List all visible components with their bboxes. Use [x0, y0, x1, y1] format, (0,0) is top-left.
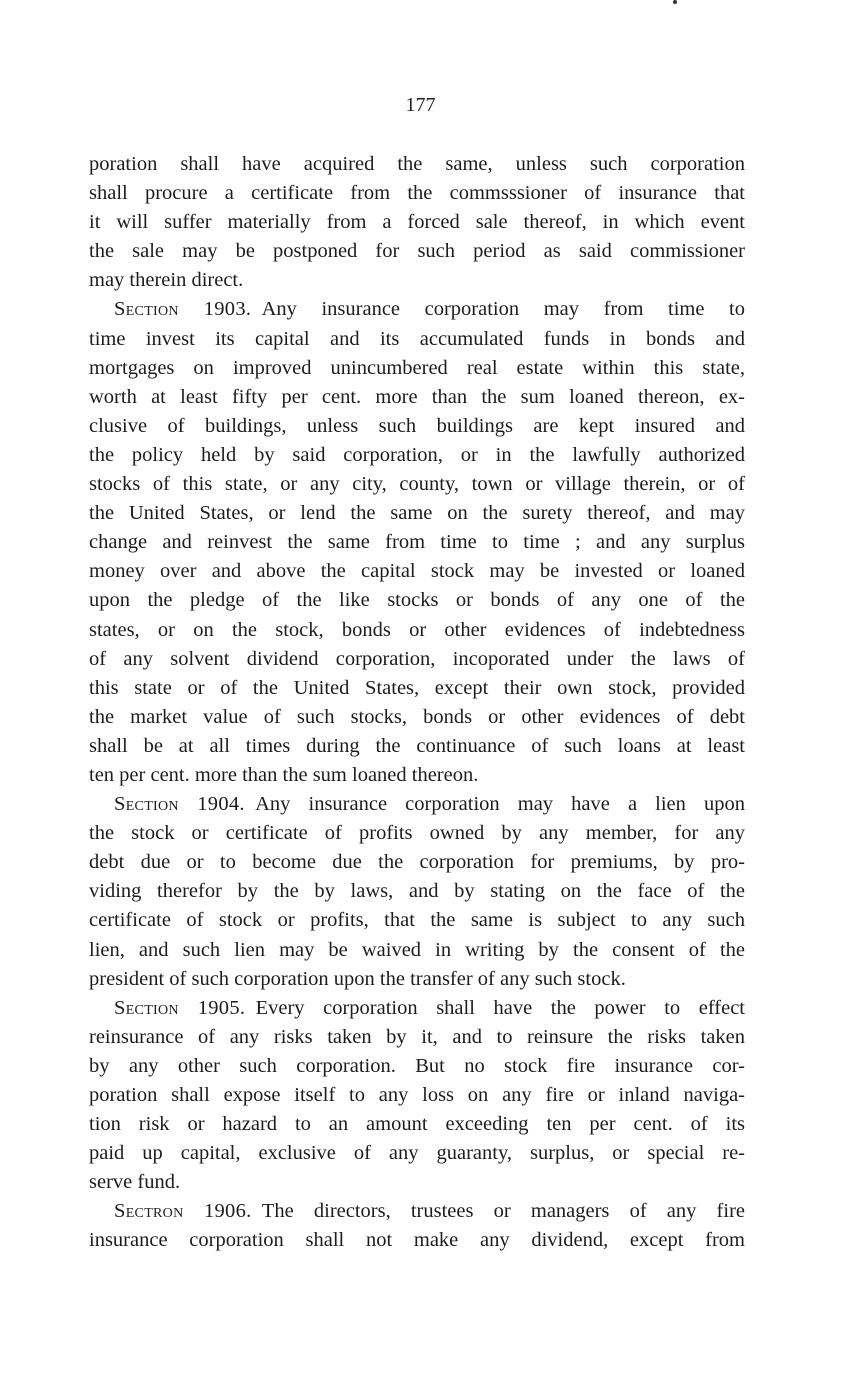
- text-line: [89, 994, 745, 1023]
- paragraph-section-1904: [89, 790, 745, 994]
- text-line: [89, 499, 745, 528]
- text-line: [89, 732, 745, 761]
- line-text: by any other such corporation. But no stock fire insurance cor-: [89, 1054, 745, 1077]
- text-line: [89, 295, 745, 324]
- line-text: the policy held by said corporation, or in the lawfully authorized: [89, 443, 745, 466]
- text-line: [89, 557, 745, 586]
- text-line: [89, 1168, 745, 1197]
- text-line: [89, 877, 745, 906]
- page-number: 177: [405, 94, 436, 116]
- text-line: [89, 819, 745, 848]
- line-text: time invest its capital and its accumulated funds in bonds and: [89, 327, 745, 350]
- section-heading: Sectron 1906.: [114, 1200, 252, 1223]
- text-line: [89, 790, 745, 819]
- line-text: this state or of the United States, except their own stock, provided: [89, 676, 745, 699]
- line-text: poration shall expose itself to any loss on any fire or inland naviga-: [89, 1084, 745, 1106]
- text-line: [89, 237, 745, 266]
- line-text: The directors, trustees or managers of any fire: [261, 1200, 745, 1223]
- text-line: [89, 965, 745, 994]
- line-text: paid up capital, exclusive of any guaranty, surplus, or special re-: [89, 1142, 745, 1165]
- line-text: shall be at all times during the continuance of such loans at least: [89, 734, 745, 757]
- text-line: [89, 1023, 745, 1052]
- text-line: [89, 1081, 745, 1110]
- text-line: [89, 383, 745, 412]
- line-text: tion risk or hazard to an amount exceeding ten per cent. of its: [89, 1113, 745, 1136]
- line-text: upon the pledge of the like stocks or bonds of any one of the: [89, 589, 745, 612]
- paragraph-continuation: [89, 150, 745, 295]
- paragraph-section-1905: [89, 994, 745, 1198]
- line-text: mortgages on improved unincumbered real estate within this state,: [89, 356, 745, 379]
- line-text: worth at least fifty per cent. more than the sum loaned thereon, ex-: [89, 385, 745, 408]
- line-text: states, or on the stock, bonds or other evidences of indebtedness: [89, 618, 745, 641]
- text-line: [89, 936, 745, 965]
- text-line: [89, 674, 745, 703]
- text-line: [89, 586, 745, 615]
- line-text: money over and above the capital stock may be invested or loaned: [89, 560, 745, 583]
- text-line: [89, 906, 745, 935]
- text-line: [89, 616, 745, 645]
- line-text: it will suffer materially from a forced sale thereof, in which event: [89, 211, 745, 234]
- text-line: [89, 441, 745, 470]
- text-line: [89, 208, 745, 237]
- line-text: ten per cent. more than the sum loaned thereon.: [89, 763, 479, 786]
- text-line: [89, 325, 745, 354]
- line-text: president of such corporation upon the transfer of any such stock.: [89, 967, 626, 990]
- text-line: [89, 150, 745, 179]
- line-text: reinsurance of any risks taken by it, and to reinsure the risks taken: [89, 1025, 745, 1048]
- body-text: [89, 150, 745, 1256]
- text-line: [89, 1197, 745, 1226]
- text-line: [89, 412, 745, 441]
- line-text: lien, and such lien may be waived in writing by the consent of the: [89, 938, 745, 961]
- line-text: Any insurance corporation may have a lien upon: [255, 793, 745, 816]
- line-text: the sale may be postponed for such period as said commissioner: [89, 240, 745, 263]
- line-text: Every corporation shall have the power to effect: [255, 996, 745, 1019]
- line-text: the stock or certificate of profits owned by any member, for any: [89, 822, 745, 845]
- line-text: may therein direct.: [89, 269, 244, 292]
- line-text: certificate of stock or profits, that the same is subject to any such: [89, 909, 745, 932]
- text-line: [89, 354, 745, 383]
- scan-speck: [673, 0, 677, 4]
- line-text: debt due or to become due the corporation for premiums, by pro-: [89, 851, 745, 874]
- text-line: [89, 266, 745, 295]
- line-text: change and reinvest the same from time to time ; and any surplus: [89, 531, 745, 554]
- text-line: [89, 761, 745, 790]
- line-text: of any solvent dividend corporation, incoporated under the laws of: [89, 647, 745, 670]
- line-text: clusive of buildings, unless such buildings are kept insured and: [89, 414, 745, 437]
- line-text: Any insurance corporation may from time to: [261, 298, 745, 321]
- text-line: [89, 528, 745, 557]
- text-line: [89, 1110, 745, 1139]
- text-line: [89, 848, 745, 877]
- section-heading: Section 1904.: [114, 793, 245, 816]
- line-text: insurance corporation shall not make any dividend, except from: [89, 1229, 745, 1252]
- line-text: viding therefor by the by laws, and by stating on the face of the: [89, 880, 745, 903]
- text-line: [89, 470, 745, 499]
- line-text: serve fund.: [89, 1171, 181, 1194]
- paragraph-section-1906: [89, 1197, 745, 1255]
- line-text: the United States, or lend the same on the surety thereof, and may: [89, 502, 745, 525]
- text-line: [89, 1226, 745, 1255]
- text-line: [89, 703, 745, 732]
- line-text: shall procure a certificate from the commsssioner of insurance that: [89, 182, 745, 205]
- text-line: [89, 1139, 745, 1168]
- line-text: poration shall have acquired the same, unless such corporation: [89, 153, 745, 175]
- section-heading: Section 1903.: [114, 298, 252, 321]
- paragraph-section-1903: [89, 295, 745, 790]
- text-line: [89, 645, 745, 674]
- text-line: [89, 1052, 745, 1081]
- line-text: stocks of this state, or any city, county, town or village therein, or of: [89, 473, 745, 496]
- text-line: [89, 179, 745, 208]
- section-heading: Section 1905.: [114, 996, 246, 1019]
- line-text: the market value of such stocks, bonds or other evidences of debt: [89, 705, 745, 728]
